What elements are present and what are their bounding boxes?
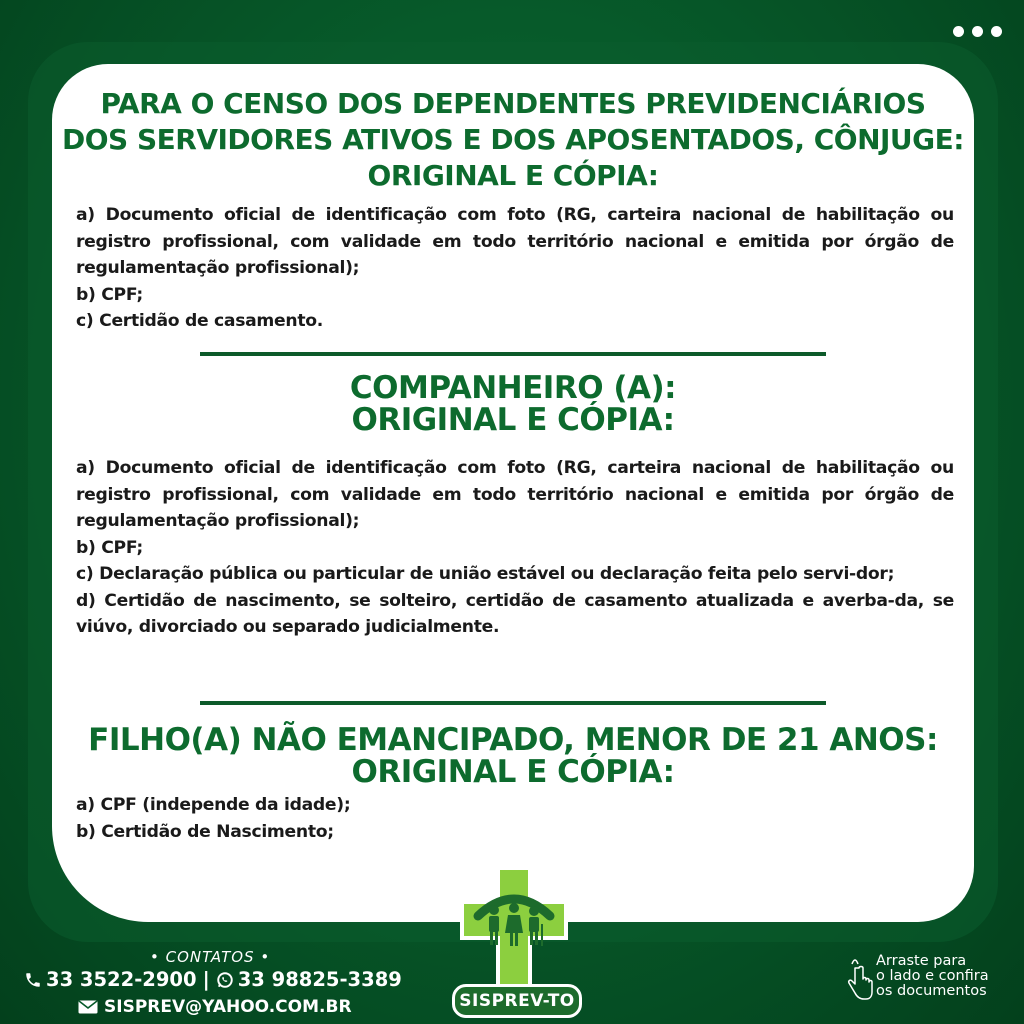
section2-item-a: a) Documento oficial de identificação com foto (RG, carteira nacional de habilitação ou registro profissional, com validade em todo território nacional e emitida por órgão de regulamentação profissional); (76, 458, 954, 531)
section1-item-c: c) Certidão de casamento. (76, 311, 323, 331)
email-address[interactable]: SISPREV@YAHOO.COM.BR (104, 997, 352, 1017)
phone-icon (24, 971, 42, 989)
more-icon[interactable] (953, 26, 1002, 37)
section3-item-b: b) Certidão de Nascimento; (76, 821, 334, 842)
section2-title-line-1: COMPANHEIRO (A): (349, 370, 677, 406)
swipe-line-1: Arraste para (876, 953, 967, 969)
section2-item-b: b) CPF; (76, 537, 143, 558)
content-card (52, 64, 974, 922)
section1-title-line-1: PARA O CENSO DOS DEPENDENTES PREVIDENCIÁRIOS (100, 87, 926, 120)
swipe-hand-icon (846, 954, 874, 1002)
section2-item-d: d) Certidão de nascimento, se solteiro, certidão de casamento atualizada e averba-da, se viúvo, divorciado ou separado judicialmente. (76, 590, 954, 637)
logo-text: SISPREV-TO (452, 984, 582, 1018)
section1-item-a: a) Documento oficial de identificação com foto (RG, carteira nacional de habilitação ou registro profissional, com validade em todo território nacional e emitida por órgão de regulamentação profissional); (76, 205, 954, 278)
contacts-label: • CONTATOS • (150, 948, 271, 966)
contacts (24, 948, 402, 1017)
section1-item-b: b) CPF; (76, 284, 143, 305)
swipe-line-2: o lado e confira (876, 968, 989, 984)
separator: | (202, 968, 210, 991)
section2-item-c: c) Declaração pública ou particular de união estável ou declaração feita pelo servi-dor; (76, 564, 895, 584)
whatsapp-icon (216, 971, 234, 989)
section1-title-line-3: ORIGINAL E CÓPIA: (367, 159, 659, 192)
section1-title-line-2: DOS SERVIDORES ATIVOS E DOS APOSENTADOS, CÔNJUGE: (62, 123, 964, 156)
section3-item-a: a) CPF (independe da idade); (76, 795, 351, 815)
whatsapp-number[interactable]: 33 98825-3389 (237, 968, 402, 991)
mail-icon (78, 1000, 98, 1014)
swipe-hint (846, 954, 989, 1002)
divider (200, 701, 826, 705)
section3-title-line-1: FILHO(A) NÃO EMANCIPADO, MENOR DE 21 ANOS: (88, 722, 938, 758)
phone-number[interactable]: 33 3522-2900 (46, 968, 197, 991)
section3-title-line-2: ORIGINAL E CÓPIA: (351, 754, 675, 790)
section2-title-line-2: ORIGINAL E CÓPIA: (351, 402, 675, 438)
divider (200, 352, 826, 356)
swipe-line-3: os documentos (876, 983, 987, 999)
